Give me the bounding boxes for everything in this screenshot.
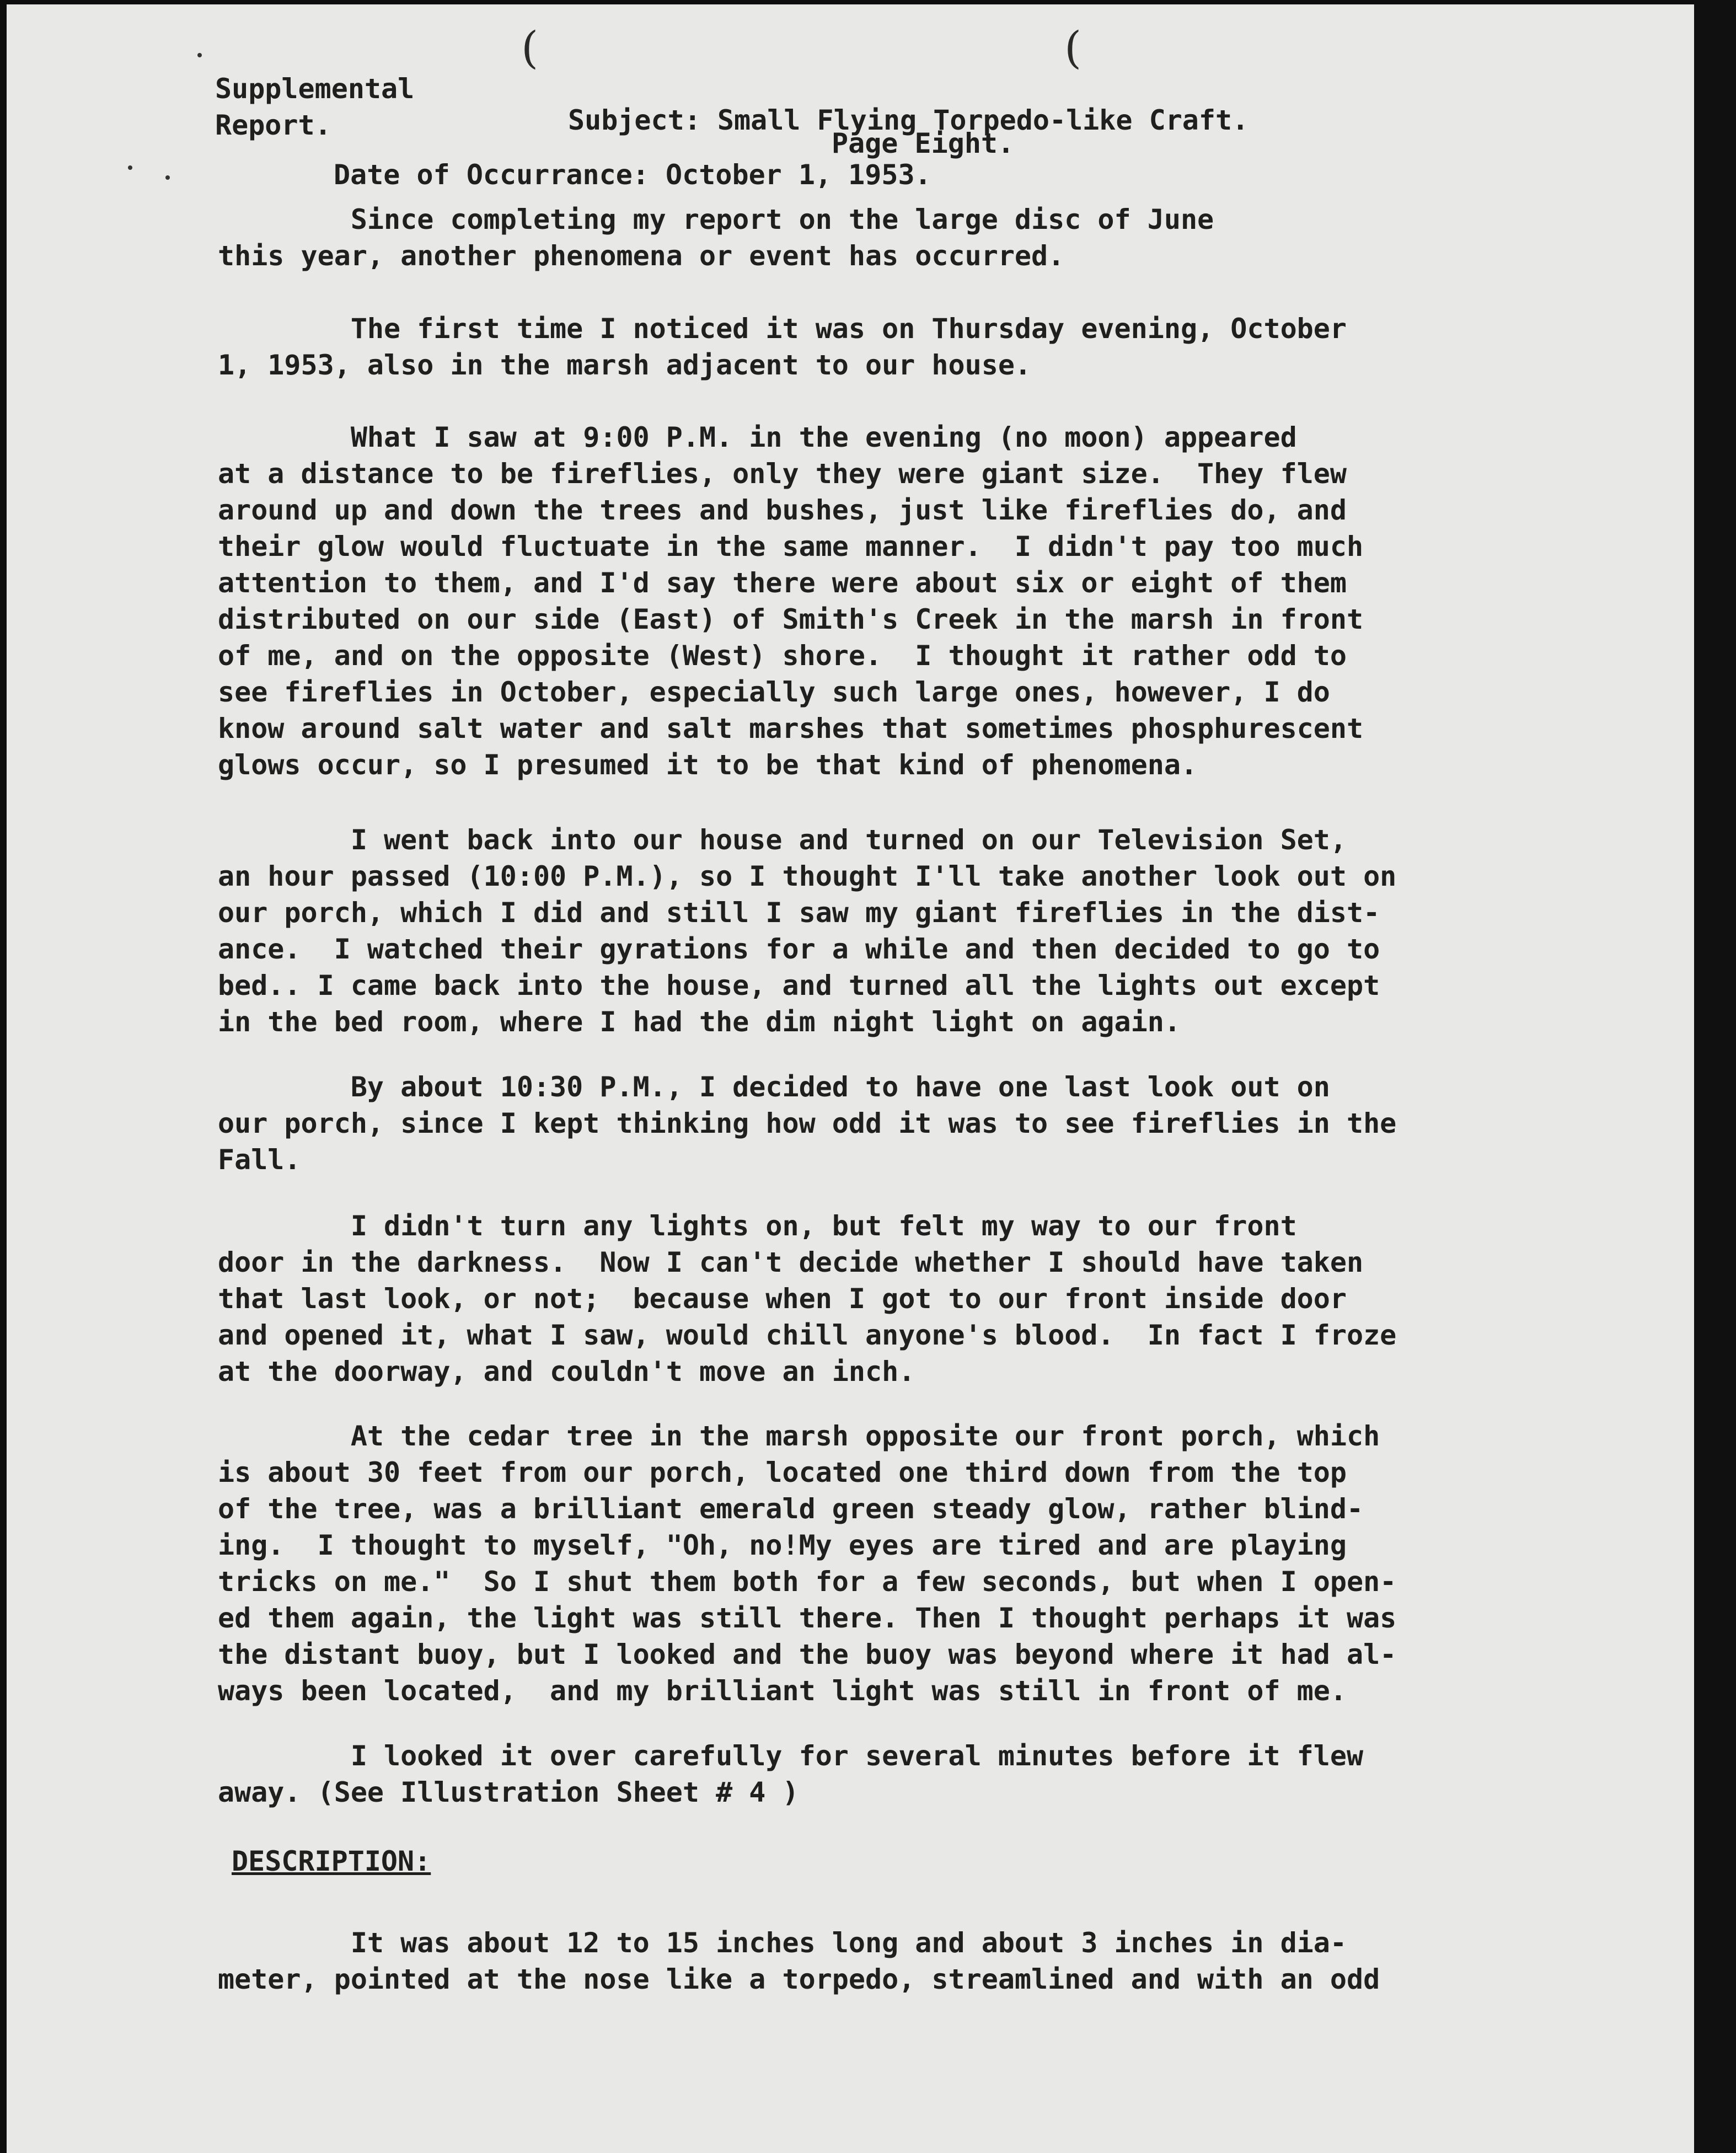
report-type: Supplemental Report. — [215, 73, 415, 141]
paragraph: I looked it over carefully for several minutes before it flew away. (See Illustration Sheet # 4 ) — [218, 1740, 1364, 1808]
section-heading-description: DESCRIPTION: — [232, 1845, 431, 1877]
paragraph: Since completing my report on the large disc of June this year, another phenomena or event has occurred. — [218, 203, 1214, 272]
paragraph: By about 10:30 P.M., I decided to have one last look out on our porch, since I kept thinking how odd it was to see fireflies in the Fall. — [218, 1071, 1397, 1176]
paragraph: It was about 12 to 15 inches long and about 3 inches in dia- meter, pointed at the nose like a torpedo, streamlined and with an odd — [218, 1927, 1380, 1995]
punch-mark-right: ( — [1064, 22, 1082, 73]
paragraph: What I saw at 9:00 P.M. in the evening (no moon) appeared at a distance to be fireflies, only they were giant size. They flew around up and down the trees and bushes, just like fireflies do, and their glow would fluctuate in the same manner. I didn't pay too much attention to them, and I'd say there were about six or eight of them distributed on our side (East) of Smith's Creek in the marsh in front of me, and on the opposite (West) shore. I thought it rather odd to see fireflies in October, especially such large ones, however, I do know around salt water and salt marshes that sometimes phosphurescent glows occur, so I presumed it to be that kind of phenomena. — [218, 421, 1364, 781]
date-of-occurrence: Date of Occurrance: October 1, 1953. — [334, 159, 931, 191]
paragraph: At the cedar tree in the marsh opposite our front porch, which is about 30 feet from our porch, located one third down from the top of the tree, was a brilliant emerald green steady glow, rather blind- ing. I thought to myself, "Oh, no!My eyes are tired and are playing tricks on me." So I shut them both for a few seconds, but when I open- ed them again, the light was still there. Then I thought perhaps it was the distant buoy, but I looked and the buoy was beyond where it had al- ways been located, and my brilliant light was still in front of me. — [218, 1420, 1397, 1707]
subject-line: Subject: Small Flying Torpedo-like Craft. — [568, 104, 1249, 136]
speck-mark — [165, 175, 170, 180]
speck-mark — [128, 165, 132, 170]
page-number: Page Eight. — [832, 127, 1015, 159]
speck-mark — [197, 53, 202, 57]
paragraph: I went back into our house and turned on our Television Set, an hour passed (10:00 P.M.), so I thought I'll take another look out on our porch, which I did and still I saw my giant fireflies in the dist- ance. I watched their gyrations for a while and then decided to go to bed.. I came back into the house, and turned all the lights out except in the bed room, where I had the dim night light on again. — [218, 824, 1397, 1038]
punch-mark-left: ( — [521, 22, 539, 73]
paragraph: I didn't turn any lights on, but felt my way to our front door in the darkness. Now I can't decide whether I should have taken that last look, or not; because when I got to our front inside door and opened it, what I saw, would chill anyone's blood. In fact I froze at the doorway, and couldn't move an inch. — [218, 1210, 1397, 1388]
paragraph: The first time I noticed it was on Thursday evening, October 1, 1953, also in the marsh adjacent to our house. — [218, 313, 1347, 381]
scan-dark-edge — [1694, 0, 1736, 2153]
